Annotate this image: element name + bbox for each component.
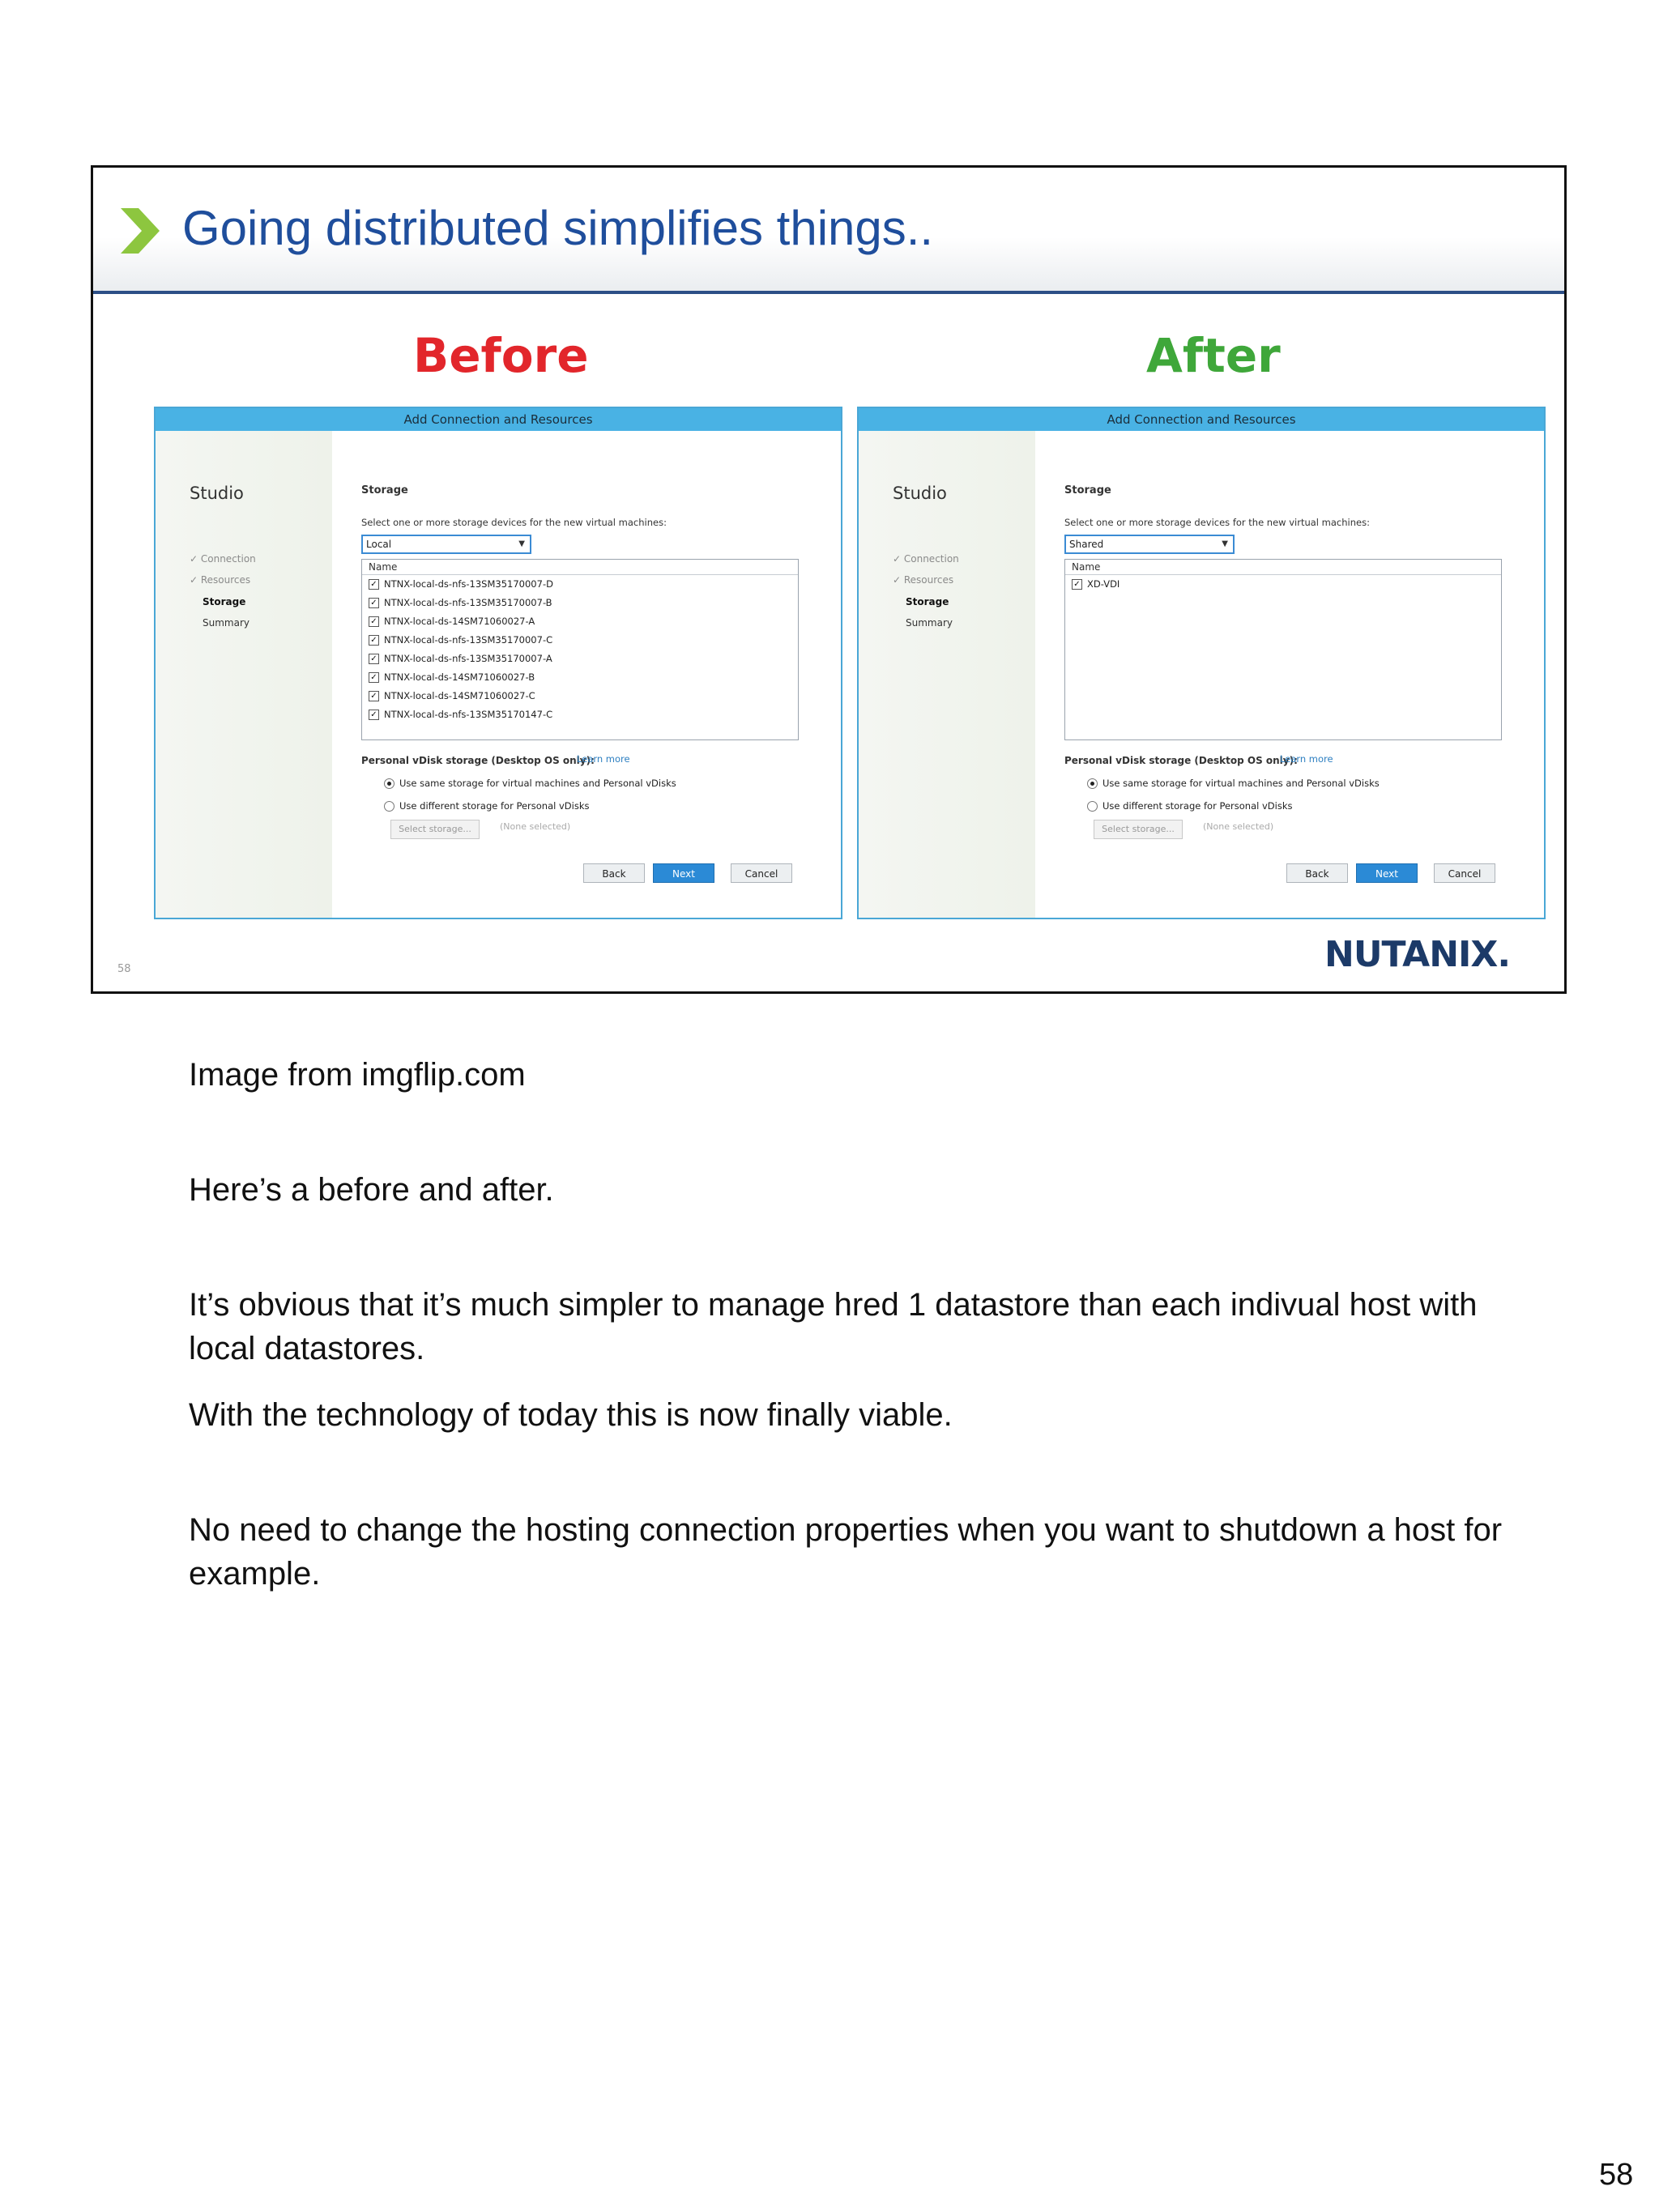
dialog-titlebar: Add Connection and Resources (859, 408, 1544, 431)
list-item[interactable]: ✓ NTNX-local-ds-nfs-13SM35170007-A (362, 650, 798, 668)
before-dialog (154, 407, 842, 919)
checkbox-checked-icon[interactable]: ✓ (369, 598, 379, 608)
instruction-text: Select one or more storage devices for the new virtual machines: (361, 517, 667, 528)
storage-type-dropdown[interactable]: Local ▼ (361, 535, 531, 554)
chevron-down-icon: ▼ (518, 539, 525, 548)
list-item[interactable]: ✓ NTNX-local-ds-nfs-13SM35170007-B (362, 594, 798, 612)
list-item[interactable]: ✓ NTNX-local-ds-14SM71060027-C (362, 687, 798, 705)
step-storage[interactable]: Storage (203, 596, 246, 607)
slide-title: Going distributed simplifies things.. (182, 201, 934, 255)
nutanix-logo: NUTANIX. (1324, 934, 1511, 975)
slide-number-small: 58 (117, 963, 131, 975)
page-number: 58 (1599, 2158, 1634, 2192)
note-line: Here’s a before and after. (189, 1172, 554, 1208)
radio-same-storage[interactable]: Use same storage for virtual machines and Personal vDisks (384, 778, 676, 789)
learn-more-link[interactable]: Learn more (577, 753, 630, 765)
none-selected-text: (None selected) (1203, 821, 1274, 832)
storage-list[interactable] (1064, 559, 1502, 740)
storage-type-dropdown[interactable]: Shared ▼ (1064, 535, 1235, 554)
back-button[interactable]: Back (583, 863, 645, 883)
radio-selected-icon[interactable] (1087, 778, 1098, 789)
next-button[interactable]: Next (1356, 863, 1418, 883)
step-connection[interactable]: ✓ Connection (190, 553, 256, 565)
select-storage-button[interactable]: Select storage... (1094, 820, 1183, 839)
list-item[interactable]: ✓ NTNX-local-ds-nfs-13SM35170007-C (362, 631, 798, 650)
checkbox-checked-icon[interactable]: ✓ (1072, 579, 1082, 590)
list-item[interactable]: ✓ XD-VDI (1065, 575, 1501, 594)
pvd-title: Personal vDisk storage (Desktop OS only): (1064, 755, 1298, 766)
back-button[interactable]: Back (1286, 863, 1348, 883)
list-header: Name (1065, 560, 1501, 575)
slide-header (93, 168, 1564, 294)
checkbox-checked-icon[interactable]: ✓ (369, 710, 379, 720)
studio-title: Studio (190, 484, 244, 503)
radio-unselected-icon[interactable] (384, 801, 394, 812)
chevron-down-icon: ▼ (1222, 539, 1228, 548)
step-connection[interactable]: ✓ Connection (893, 553, 959, 565)
step-resources[interactable]: ✓ Resources (893, 574, 954, 586)
cancel-button[interactable]: Cancel (1434, 863, 1495, 883)
radio-selected-icon[interactable] (384, 778, 394, 789)
list-item[interactable]: ✓ NTNX-local-ds-nfs-13SM35170147-C (362, 705, 798, 724)
section-title: Storage (361, 484, 408, 497)
checkbox-checked-icon[interactable]: ✓ (369, 654, 379, 664)
pvd-title: Personal vDisk storage (Desktop OS only): (361, 755, 595, 766)
none-selected-text: (None selected) (500, 821, 571, 832)
dialog-titlebar: Add Connection and Resources (156, 408, 841, 431)
radio-same-storage[interactable]: Use same storage for virtual machines and Personal vDisks (1087, 778, 1380, 789)
instruction-text: Select one or more storage devices for the new virtual machines: (1064, 517, 1370, 528)
step-summary[interactable]: Summary (906, 617, 953, 629)
note-line: It’s obvious that it’s much simpler to manage hred 1 datastore than each indivual host with local datastores. (189, 1287, 1478, 1366)
slide-image (91, 165, 1567, 994)
after-dialog (857, 407, 1546, 919)
step-summary[interactable]: Summary (203, 617, 249, 629)
list-item[interactable]: ✓ NTNX-local-ds-14SM71060027-B (362, 668, 798, 687)
next-button[interactable]: Next (653, 863, 714, 883)
step-storage[interactable]: Storage (906, 596, 949, 607)
studio-title: Studio (893, 484, 947, 503)
studio-pane (859, 431, 1035, 918)
main-pane (332, 431, 841, 918)
checkbox-checked-icon[interactable]: ✓ (369, 579, 379, 590)
studio-pane (156, 431, 332, 918)
storage-list[interactable] (361, 559, 799, 740)
checkbox-checked-icon[interactable]: ✓ (369, 691, 379, 701)
after-label: After (1146, 328, 1281, 383)
step-resources[interactable]: ✓ Resources (190, 574, 251, 586)
learn-more-link[interactable]: Learn more (1280, 753, 1333, 765)
chevron-icon (117, 205, 163, 257)
radio-different-storage[interactable]: Use different storage for Personal vDisks (1087, 800, 1293, 812)
section-title: Storage (1064, 484, 1111, 497)
list-header: Name (362, 560, 798, 575)
checkbox-checked-icon[interactable]: ✓ (369, 672, 379, 683)
note-line: No need to change the hosting connection properties when you want to shutdown a host for example. (189, 1512, 1503, 1592)
radio-different-storage[interactable]: Use different storage for Personal vDisks (384, 800, 590, 812)
cancel-button[interactable]: Cancel (731, 863, 792, 883)
main-pane (1035, 431, 1544, 918)
list-item[interactable]: ✓ NTNX-local-ds-14SM71060027-A (362, 612, 798, 631)
note-line: With the technology of today this is now finally viable. (189, 1397, 953, 1433)
list-item[interactable]: ✓ NTNX-local-ds-nfs-13SM35170007-D (362, 575, 798, 594)
select-storage-button[interactable]: Select storage... (390, 820, 480, 839)
before-label: Before (413, 328, 589, 383)
checkbox-checked-icon[interactable]: ✓ (369, 616, 379, 627)
header-rule (93, 291, 1564, 294)
checkbox-checked-icon[interactable]: ✓ (369, 635, 379, 646)
note-line: Image from imgflip.com (189, 1057, 526, 1093)
radio-unselected-icon[interactable] (1087, 801, 1098, 812)
